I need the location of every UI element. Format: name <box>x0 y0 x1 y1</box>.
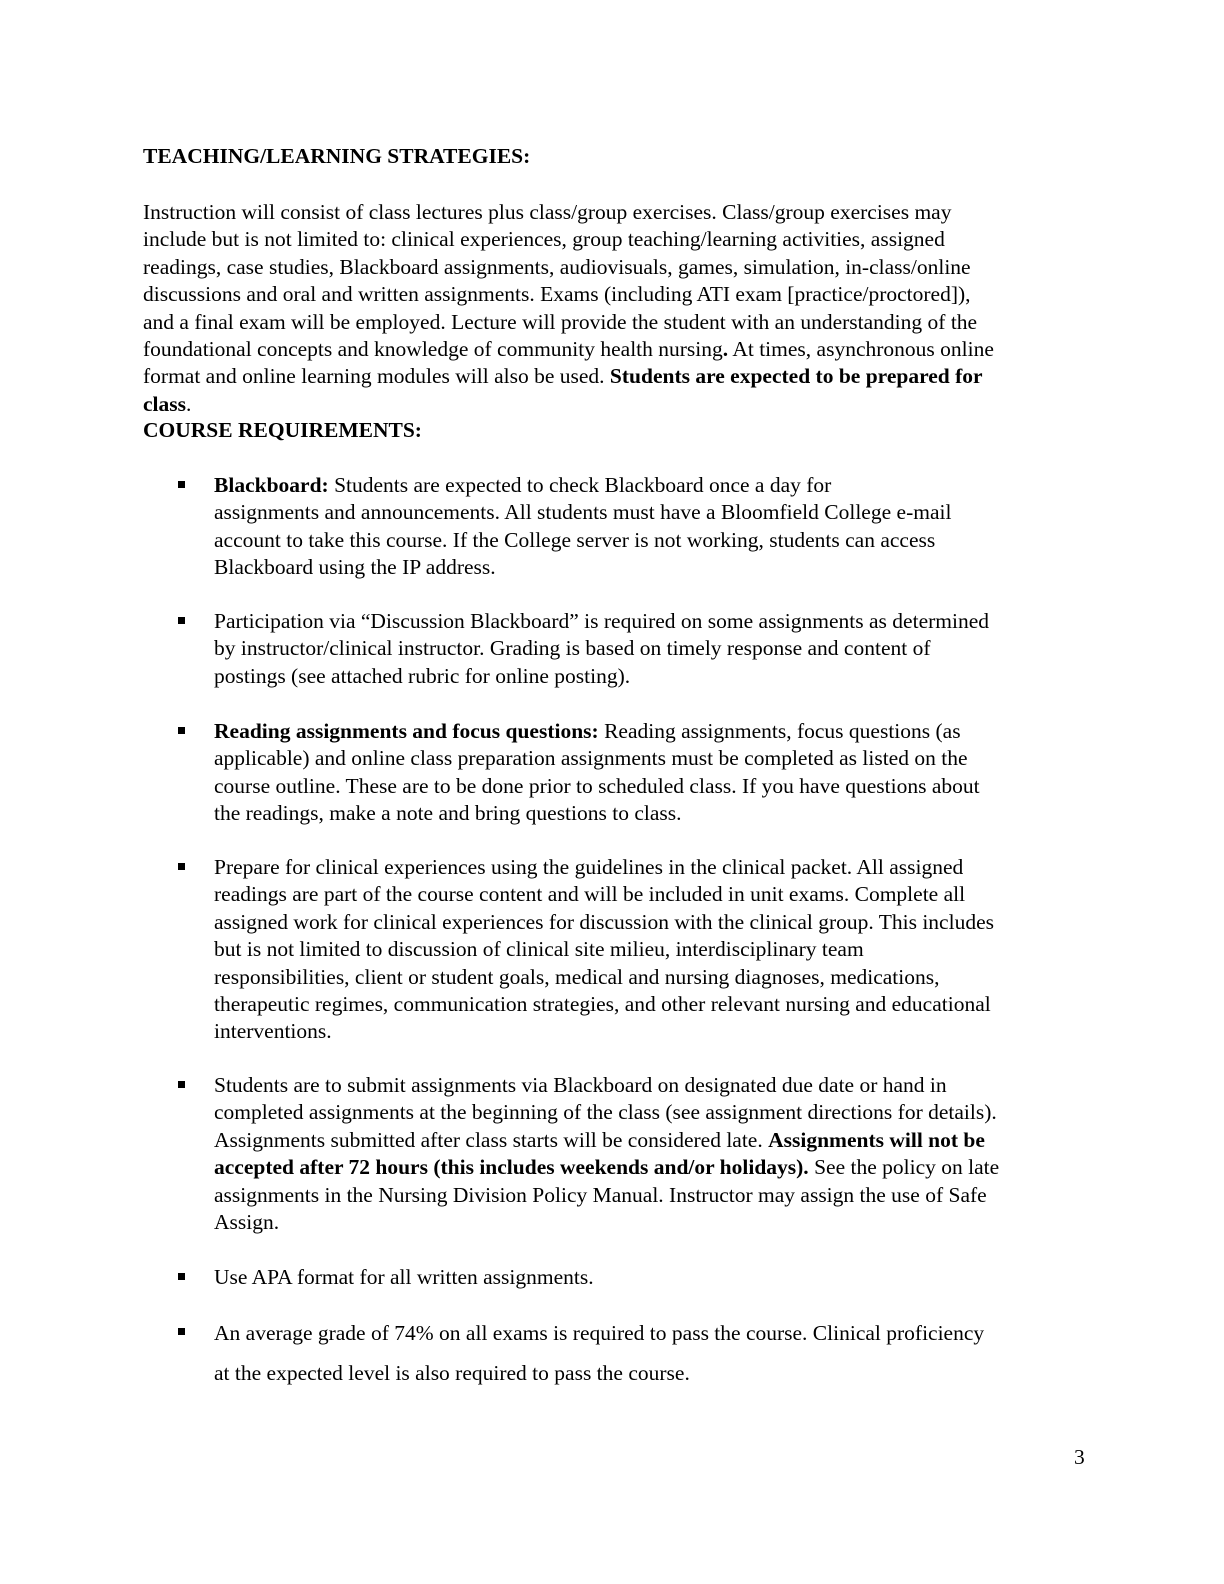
paragraph-line: readings, case studies, Blackboard assignments, audiovisuals, games, simulation, in-class/online <box>143 254 971 279</box>
list-line: at the expected level is also required to pass the course. <box>214 1361 690 1385</box>
list-item-text <box>214 608 1094 690</box>
paragraph-line: Instruction will consist of class lectures plus class/group exercises. Class/group exercises may <box>143 200 952 224</box>
list-line: responsibilities, client or student goals, medical and nursing diagnoses, medications, <box>214 964 940 989</box>
list-line <box>214 1127 1094 1154</box>
bold-emphasis: class <box>143 391 186 416</box>
bullet-icon <box>178 727 185 734</box>
paragraph-line <box>143 391 1093 418</box>
bold-label: Reading assignments and focus questions: <box>214 719 599 743</box>
list-line: assigned work for clinical experiences for discussion with the clinical group. This includes <box>214 909 994 934</box>
list-text: Students are expected to check Blackboard once a day for <box>328 473 832 497</box>
list-line: by instructor/clinical instructor. Grading is based on timely response and content of <box>214 636 931 661</box>
list-line: Prepare for clinical experiences using the guidelines in the clinical packet. All assigned <box>214 855 964 879</box>
paragraph-text: At times, asynchronous online <box>728 337 994 362</box>
list-line: Students are to submit assignments via Blackboard on designated due date or hand in <box>214 1073 947 1097</box>
page-number: 3 <box>1074 1445 1085 1469</box>
list-item-text <box>214 1264 1094 1291</box>
bullet-icon <box>178 1273 185 1280</box>
list-line <box>214 1154 1094 1181</box>
list-line: postings (see attached rubric for online posting). <box>214 663 631 688</box>
paragraph-line: and a final exam will be employed. Lecture will provide the student with an understanding of the <box>143 309 978 334</box>
list-line: Assign. <box>214 1210 280 1235</box>
list-line: interventions. <box>214 1019 332 1044</box>
list-text: Assignments submitted after class starts will be considered late. <box>214 1127 769 1152</box>
list-line: but is not limited to discussion of clinical site milieu, interdisciplinary team <box>214 937 864 962</box>
list-item-text <box>214 1072 1094 1236</box>
list-line: assignments in the Nursing Division Policy Manual. Instructor may assign the use of Safe <box>214 1182 987 1207</box>
bold-emphasis: Assignments will not be <box>768 1127 985 1152</box>
bold-label: Blackboard: <box>214 473 329 497</box>
bullet-icon <box>178 1328 185 1335</box>
list-item-text <box>214 718 1094 828</box>
course-requirements-heading: COURSE REQUIREMENTS: <box>143 418 422 442</box>
list-line: assignments and announcements. All students must have a Bloomfield College e-mail <box>214 500 952 525</box>
list-line <box>214 718 1094 745</box>
bullet-icon <box>178 1081 185 1088</box>
paragraph-line: discussions and oral and written assignments. Exams (including ATI exam [practice/proctored]), <box>143 282 971 307</box>
bullet-icon <box>178 617 185 624</box>
paragraph-text: . <box>186 391 192 416</box>
list-line: completed assignments at the beginning of the class (see assignment directions for details). <box>214 1100 997 1125</box>
list-line: the readings, make a note and bring questions to class. <box>214 801 682 826</box>
bold-emphasis: accepted after 72 hours (this includes weekends and/or holidays). <box>214 1155 809 1180</box>
list-line: course outline. These are to be done prior to scheduled class. If you have questions about <box>214 773 980 798</box>
bold-emphasis: Students are expected to be prepared for <box>609 364 983 389</box>
teaching-strategies-paragraph <box>143 199 1093 418</box>
bold-period: . <box>722 337 729 362</box>
teaching-strategies-heading: TEACHING/LEARNING STRATEGIES: <box>143 144 531 168</box>
paragraph-text: foundational concepts and knowledge of community health nursing <box>143 337 723 362</box>
bullet-icon <box>178 863 185 870</box>
list-line: Blackboard using the IP address. <box>214 555 496 580</box>
paragraph-line <box>143 363 1093 390</box>
bullet-icon <box>178 481 185 488</box>
list-item-text <box>214 1313 1094 1393</box>
list-text: Reading assignments, focus questions (as <box>598 719 961 743</box>
list-line: therapeutic regimes, communication strategies, and other relevant nursing and educational <box>214 992 991 1017</box>
list-line: An average grade of 74% on all exams is required to pass the course. Clinical proficiency <box>214 1321 985 1345</box>
list-text: See the policy on late <box>808 1155 1000 1180</box>
list-line <box>214 472 1094 499</box>
paragraph-text: format and online learning modules will also be used. <box>143 364 610 389</box>
list-line: readings are part of the course content and will be included in unit exams. Complete all <box>214 882 966 907</box>
paragraph-line: include but is not limited to: clinical experiences, group teaching/learning activities, assigned <box>143 227 945 252</box>
list-item-text <box>214 472 1094 582</box>
list-line: Participation via “Discussion Blackboard” is required on some assignments as determined <box>214 609 990 633</box>
paragraph-line <box>143 336 1093 363</box>
list-item-text <box>214 854 1094 1046</box>
list-line: applicable) and online class preparation assignments must be completed as listed on the <box>214 746 968 771</box>
list-line: account to take this course. If the College server is not working, students can access <box>214 527 936 552</box>
list-line: Use APA format for all written assignments. <box>214 1265 594 1289</box>
